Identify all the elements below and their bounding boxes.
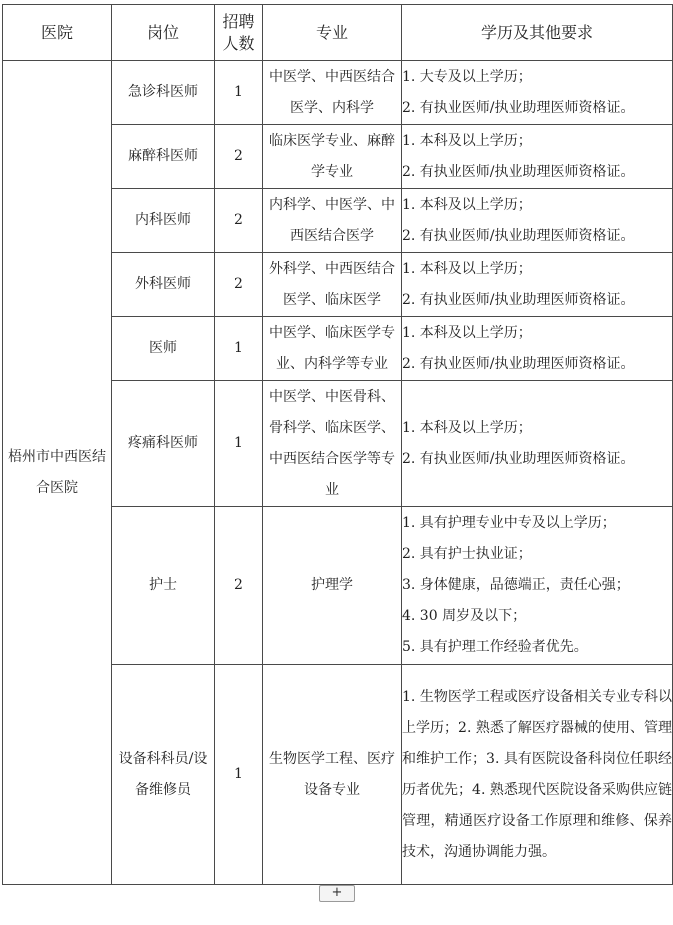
position-cell: 护士 xyxy=(112,507,215,665)
header-hospital: 医院 xyxy=(3,5,112,61)
requirement-line: 2. 有执业医师/执业助理医师资格证。 xyxy=(402,291,635,308)
count-cell: 2 xyxy=(215,189,263,253)
position-cell: 麻醉科医师 xyxy=(112,125,215,189)
requirement-line: 2. 有执业医师/执业助理医师资格证。 xyxy=(402,450,635,467)
position-cell: 急诊科医师 xyxy=(112,61,215,125)
requirements-cell xyxy=(402,507,673,665)
position-cell: 设备科科员/设备维修员 xyxy=(112,665,215,885)
requirement-line: 1. 本科及以上学历； xyxy=(402,196,532,213)
requirement-line: 1. 本科及以上学历； xyxy=(402,324,532,341)
count-cell: 2 xyxy=(215,253,263,317)
position-cell: 外科医师 xyxy=(112,253,215,317)
requirement-line: 1. 本科及以上学历； xyxy=(402,260,532,277)
major-cell: 中医学、中西医结合医学、内科学 xyxy=(263,61,402,125)
header-requirements: 学历及其他要求 xyxy=(402,5,673,61)
table-header-row xyxy=(3,5,673,61)
requirement-line: 1. 具有护理专业中专及以上学历； xyxy=(402,515,616,531)
position-cell: 医师 xyxy=(112,317,215,381)
major-cell: 内科学、中医学、中西医结合医学 xyxy=(263,189,402,253)
requirements-cell xyxy=(402,253,673,317)
add-row-button[interactable]: + xyxy=(319,885,355,902)
requirements-cell xyxy=(402,381,673,507)
count-cell: 1 xyxy=(215,665,263,885)
requirement-line: 1. 本科及以上学历； xyxy=(402,419,532,436)
requirements-cell xyxy=(402,189,673,253)
requirements-cell: 1. 生物医学工程或医疗设备相关专业专科以上学历；2. 熟悉了解医疗器械的使用、管理和维护工作；3. 具有医院设备科岗位任职经历者优先；4. 熟悉现代医院设备采购供应链管理，精通医疗设备工作原理和维修、保养技术，沟通协调能力强。 xyxy=(402,665,673,885)
requirements-cell xyxy=(402,125,673,189)
major-cell: 生物医学工程、医疗设备专业 xyxy=(263,665,402,885)
table-row xyxy=(3,61,673,125)
count-cell: 1 xyxy=(215,61,263,125)
count-cell: 1 xyxy=(215,381,263,507)
requirements-cell xyxy=(402,317,673,381)
header-position: 岗位 xyxy=(112,5,215,61)
requirement-line: 2. 有执业医师/执业助理医师资格证。 xyxy=(402,163,635,180)
requirement-line: 1. 本科及以上学历； xyxy=(402,132,532,149)
header-major: 专业 xyxy=(263,5,402,61)
requirement-line: 2. 有执业医师/执业助理医师资格证。 xyxy=(402,227,635,244)
major-cell: 护理学 xyxy=(263,507,402,665)
requirement-line: 3. 身体健康，品德端正，责任心强； xyxy=(402,577,630,593)
requirement-line: 1. 大专及以上学历； xyxy=(402,68,532,85)
requirements-cell xyxy=(402,61,673,125)
requirement-line: 2. 有执业医师/执业助理医师资格证。 xyxy=(402,355,635,372)
major-cell: 中医学、中医骨科、骨科学、临床医学、中西医结合医学等专业 xyxy=(263,381,402,507)
position-cell: 内科医师 xyxy=(112,189,215,253)
header-count: 招聘人数 xyxy=(215,5,263,61)
count-cell: 1 xyxy=(215,317,263,381)
count-cell: 2 xyxy=(215,507,263,665)
major-cell: 外科学、中西医结合医学、临床医学 xyxy=(263,253,402,317)
major-cell: 临床医学专业、麻醉学专业 xyxy=(263,125,402,189)
position-cell: 疼痛科医师 xyxy=(112,381,215,507)
requirement-line: 5. 具有护理工作经验者优先。 xyxy=(402,639,588,655)
requirement-line: 2. 具有护士执业证； xyxy=(402,546,532,562)
hospital-cell: 梧州市中西医结合医院 xyxy=(3,61,112,885)
requirement-line: 2. 有执业医师/执业助理医师资格证。 xyxy=(402,99,635,116)
count-cell: 2 xyxy=(215,125,263,189)
major-cell: 中医学、临床医学专业、内科学等专业 xyxy=(263,317,402,381)
recruitment-table xyxy=(2,4,673,885)
requirement-line: 4. 30 周岁及以下； xyxy=(402,608,527,624)
